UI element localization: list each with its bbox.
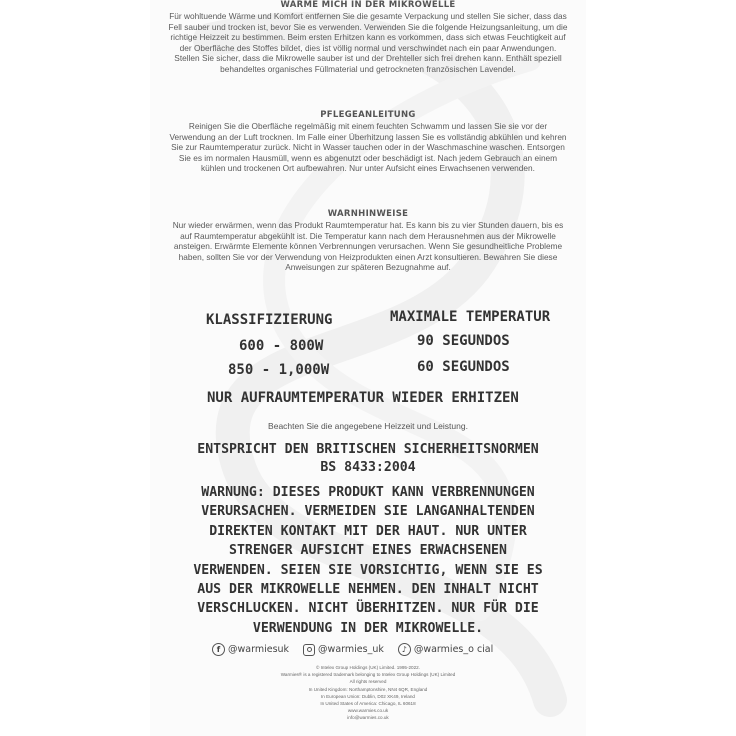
classification-header: KLASSIFIZIERUNG	[206, 312, 333, 328]
instagram-handle: @warmies_uk	[318, 644, 384, 655]
legal-line: All rights reserved	[349, 679, 387, 685]
heating-time-1: 90 SEGUNDOS	[417, 333, 510, 349]
safety-standard-line2: BS 8433:2004	[320, 460, 416, 475]
heating-note: Beachten Sie die angegebene Heizzeit und Leistung.	[268, 421, 468, 431]
wattage-range-2: 850 - 1,000W	[228, 362, 330, 378]
legal-line: © Intelex Group Holdings (UK) Limited. 1995-2022.	[316, 665, 420, 670]
instagram-icon	[303, 644, 315, 656]
section-body-warnings: Nur wieder erwärmen, wenn das Produkt Raumtemperatur hat. Es kann bis zu vier Stunden dauern, bis es auf Raumtemperatur abgekühlt ist. Die Temperatur kann nach dem Herausnehmen aus der Mikrowelle ansteigen. Erwärmte Elemente können Verbrennungen verursachen. Wenn Sie gesundheitliche Probleme haben, sollten Sie vor der Verwendung von Heizprodukten einen Arzt konsultieren. Bewahren Sie diese Anweisungen zur späteren Bezugnahme auf.	[172, 220, 564, 272]
warning-line: VERSCHLUCKEN. NICHT ÜBERHITZEN. NUR FÜR DIE	[197, 601, 539, 617]
warning-line: VERWENDUNG IN DER MIKROWELLE.	[252, 620, 484, 636]
legal-line: In United States of America: Chicago, IL 60618	[320, 701, 416, 707]
warning-text	[150, 483, 586, 638]
social-links	[212, 643, 493, 656]
warning-line: VERWENDEN. SEIEN SIE VORSICHTIG, WENN SIE ES	[193, 562, 543, 578]
section-body-microwave: Für wohltuende Wärme und Komfort entfernen Sie die gesamte Verpackung und stellen Sie sicher, dass das Fell sauber und trocken ist, bevor Sie es verwenden. Verwenden Sie die folgende Heizungsanleitung, um die richtige Heizzeit zu bestimmen. Beim ersten Erhitzen kann es vorkommen, dass sich etwas Feuchtigkeit auf der Oberfläche des Stoffes bildet, dies ist völlig normal und verschwindet nach ein paar Anwendungen. Stellen Sie sicher, dass die Mikrowelle sauber ist und der Drehteller sich frei drehen kann. Enthält speziell behandeltes organisches Füllmaterial und getrockneten französischen Lavendel.	[168, 11, 568, 74]
social-tiktok[interactable]	[398, 643, 493, 656]
heating-time-2: 60 SEGUNDOS	[417, 359, 510, 375]
warning-line: AUS DER MIKROWELLE NEHMEN. DEN INHALT NICHT	[197, 582, 539, 598]
website-link[interactable]: www.warmies.co.uk	[347, 708, 389, 714]
safety-standard-line1: ENTSPRICHT DEN BRITISCHEN SICHERHEITSNORMEN	[197, 442, 539, 457]
max-temp-header: MAXIMALE TEMPERATUR	[390, 309, 551, 325]
social-instagram[interactable]	[303, 644, 384, 656]
section-title-microwave: WÄRME MICH IN DER MIKROWELLE	[280, 0, 456, 10]
legal-line: In United Kingdom: Northamptonshire, NN4 6QR, England	[308, 686, 428, 692]
section-title-care: PFLEGEANLEITUNG	[320, 110, 416, 120]
product-label	[150, 0, 586, 736]
wattage-range-1: 600 - 800W	[239, 338, 324, 354]
facebook-icon: f	[212, 643, 225, 656]
warning-line: DIREKTEN KONTAKT MIT DER HAUT. NUR UNTER	[209, 523, 527, 539]
legal-line: In European Union: Dublin, D02 XK49, Ireland	[321, 693, 415, 699]
email-link[interactable]: info@warmies.co.uk	[347, 715, 389, 721]
warning-line: VERURSACHEN. VERMEIDEN SIE LANGANHALTENDEN	[201, 504, 535, 520]
legal-info	[150, 664, 586, 722]
warning-line: STRENGER AUFSICHT EINES ERWACHSENEN	[229, 543, 507, 559]
social-facebook[interactable]	[212, 643, 289, 656]
warning-line: WARNUNG: DIESES PRODUKT KANN VERBRENNUNGEN	[201, 485, 535, 500]
tiktok-handle: @warmies_o cial	[413, 644, 494, 655]
legal-line: Warmies® is a registered trademark belonging to Intelex Group Holdings (UK) Limited	[280, 672, 456, 678]
tiktok-icon: ♪	[398, 643, 411, 656]
section-body-care: Reinigen Sie die Oberfläche regelmäßig mit einem feuchten Schwamm und lassen Sie sie vor der Verwendung an der Luft trocknen. Im Falle einer Überhitzung lassen Sie es vollständig abkühlen und kehren Sie zur Raumtemperatur zurück. Nicht in Wasser tauchen oder in der Waschmaschine waschen. Entsorgen Sie es im normalen Hausmüll, wenn es abgenutzt oder beschädigt ist. Nach jedem Gebrauch an einem kühlen und trockenen Ort aufbewahren. Nur unter Aufsicht eines Erwachsenen verwenden.	[169, 121, 567, 173]
room-temp-note: NUR AUFRAUMTEMPERATUR WIEDER ERHITZEN	[207, 390, 519, 406]
section-title-warnings: WARNHINWEISE	[327, 209, 409, 219]
facebook-handle: @warmiesuk	[228, 644, 290, 655]
